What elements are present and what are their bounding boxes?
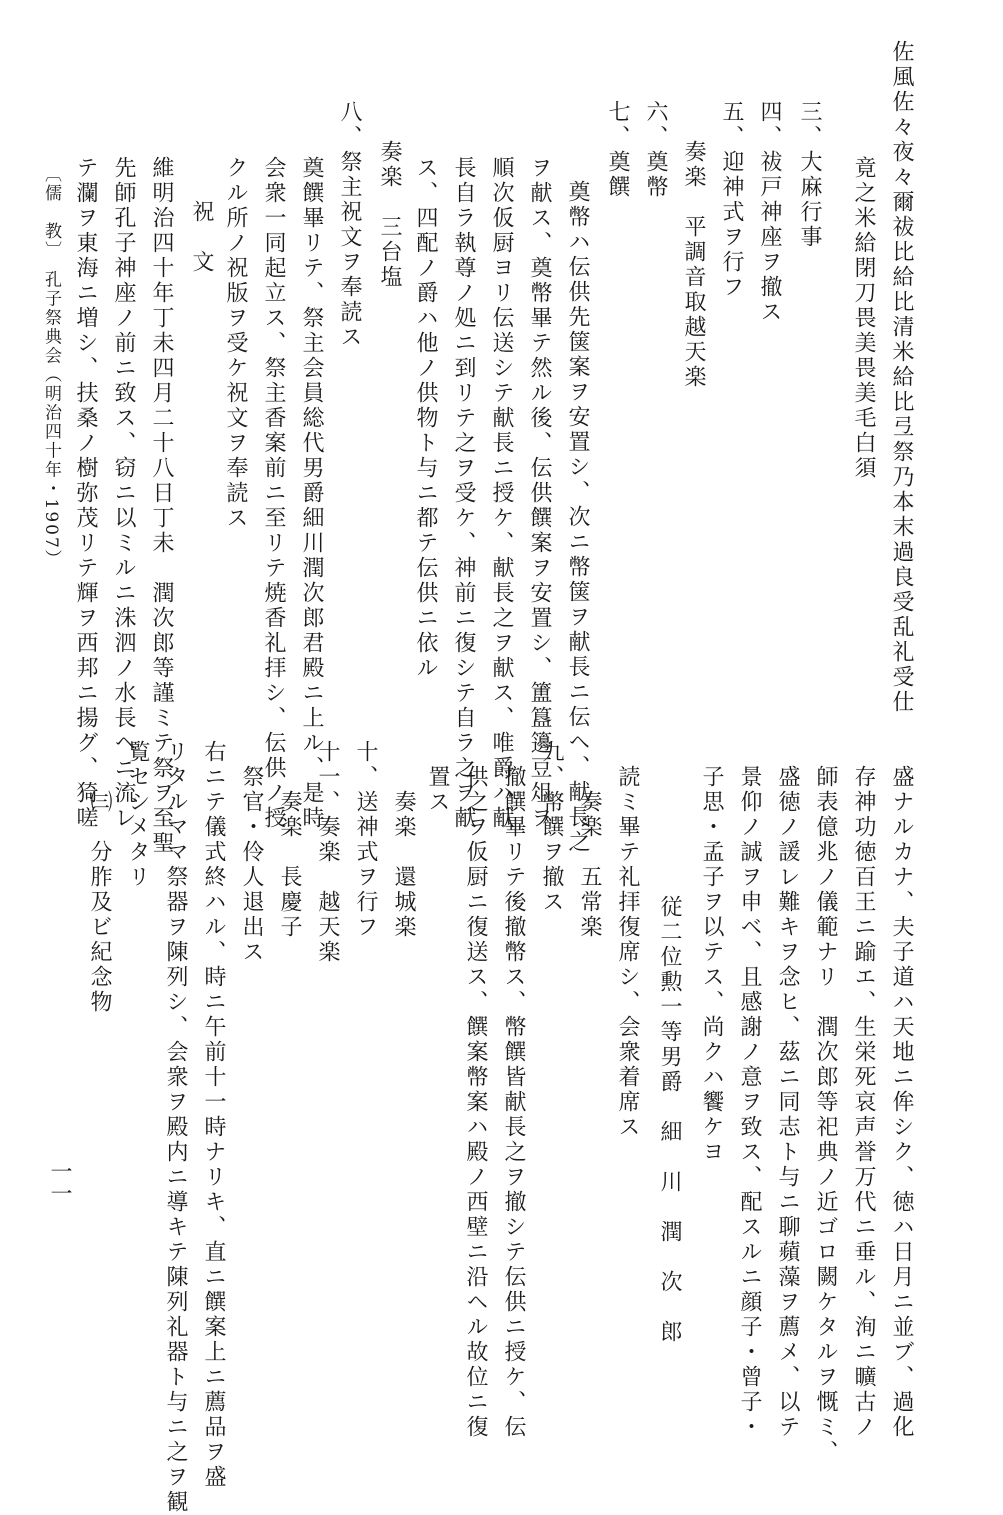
body-line: 置ス	[425, 765, 450, 815]
body-line: 覧セシメタリ	[125, 740, 150, 890]
body-line: クル所ノ祝版ヲ受ケ祝文ヲ奉読ス	[223, 156, 248, 531]
section-heading: 七、奠饌	[605, 100, 630, 200]
body-line: 長自ラ執尊ノ処ニ到リテ之ヲ受ケ、神前ニ復シテ自ラ之ヲ献	[451, 156, 476, 831]
body-line: 奠饌畢リテ、祭主会員総代男爵細川潤次郎君殿ニ上ル、是時	[299, 156, 324, 831]
body-line: 会衆一同起立ス、祭主香案前ニ至リテ焼香礼拝シ、伝供ノ授	[261, 156, 286, 831]
body-line: 奠幣ハ伝供先箧案ヲ安置シ、次ニ幣箧ヲ献長ニ伝ヘ、献長之	[565, 180, 590, 855]
section-heading: 四、祓戸神座ヲ撤ス	[757, 100, 782, 325]
running-header: 〔儒 教〕 孔子祭典会（明治四十年・1907）	[41, 165, 61, 569]
music-note: 奏楽 還城楽	[391, 790, 416, 940]
body-line: 撤饌畢リテ後撤幣ス、幣饌皆献長之ヲ撤シテ伝供ニ授ケ、伝	[501, 765, 526, 1440]
upper-line-2: 竟之米給閉刀畏美畏美毛白須	[851, 156, 876, 481]
prayer-line: 盛徳ノ諼レ難キヲ念ヒ、茲ニ同志ト与ニ聊蘋藻ヲ薦メ、以テ	[775, 765, 800, 1440]
music-note: 奏楽 平調音取越天楽	[681, 140, 706, 390]
prayer-line: 師表億兆ノ儀範ナリ 潤次郎等祀典ノ近ゴロ闕ケタルヲ慨ミ、	[813, 765, 838, 1465]
body-line: 右ニテ儀式終ハル、時ニ午前十一時ナリキ、直ニ饌案上ニ薦品ヲ盛	[201, 740, 226, 1490]
body-line: 祭官・伶人退出ス	[239, 765, 264, 965]
signature: 従二位勲一等男爵 細 川 潤 次 郎	[657, 895, 682, 1345]
body-line: 順次仮厨ヨリ伝送シテ献長ニ授ケ、献長之ヲ献ス、唯爵ハ献	[489, 156, 514, 831]
section-heading: 九、幣饌ヲ撤ス	[539, 740, 564, 915]
prayer-line: 盛ナルカナ、夫子道ハ天地ニ侔シク、徳ハ日月ニ並ブ、過化	[889, 765, 914, 1440]
subsection-heading: ㈢ 分胙及ビ紀念物	[87, 790, 112, 1015]
prayer-line: 維明治四十年丁未四月二十八日丁未 潤次郎等謹ミテ祭ヲ至聖	[149, 156, 174, 856]
prayer-line: テ瀾ヲ東海ニ増シ、扶桑ノ樹弥茂リテ輝ヲ西邦ニ揚グ、猗嗟	[73, 156, 98, 831]
body-line: 読ミ畢テ礼拝復席シ、会衆着席ス	[615, 765, 640, 1140]
music-note: 奏楽 五常楽	[577, 790, 602, 940]
music-note: 十一、奏楽 越天楽	[315, 740, 340, 965]
prayer-title: 祝 文	[189, 200, 214, 275]
prayer-line: 存神功徳百王ニ踰エ、生栄死哀声誉万代ニ垂ル、洵ニ曠古ノ	[851, 765, 876, 1440]
upper-line-1: 佐風佐々夜々爾祓比給比清米給比弖祭乃本末過良受乱礼受仕	[889, 40, 914, 715]
section-heading: 三、大麻行事	[797, 100, 822, 250]
music-note: 奏楽 長慶子	[277, 790, 302, 940]
section-heading: 八、祭主祝文ヲ奉読ス	[337, 100, 362, 350]
page-number: 一一	[47, 1160, 72, 1204]
music-note: 奏楽 三台塩	[377, 140, 402, 290]
section-heading: 五、迎神式ヲ行フ	[719, 100, 744, 300]
body-line: 供之ヲ仮厨ニ復送ス、饌案幣案ハ殿ノ西壁ニ沿ヘル故位ニ復	[463, 765, 488, 1440]
section-heading: 十、送神式ヲ行フ	[353, 740, 378, 940]
section-heading: 六、奠幣	[643, 100, 668, 200]
prayer-line: 先師孔子神座ノ前ニ致ス、窃ニ以ミルニ洙泗ノ水長ヘニ流レ	[111, 156, 136, 831]
body-line: ス、四配ノ爵ハ他ノ供物ト与ニ都テ伝供ニ依ル	[413, 156, 438, 681]
prayer-line: 子思・孟子ヲ以テス、尚クハ饗ケヨ	[699, 765, 724, 1165]
body-line: リタルママ祭器ヲ陳列シ、会衆ヲ殿内ニ導キテ陳列礼器ト与ニ之ヲ観	[163, 740, 188, 1515]
body-line: ヲ献ス、奠幣畢テ然ル後、伝供饌案ヲ安置シ、簠簋籩豆俎ヲ	[527, 156, 552, 831]
prayer-line: 景仰ノ誠ヲ申ベ、且感謝ノ意ヲ致ス、配スルニ顔子・曾子・	[737, 765, 762, 1440]
